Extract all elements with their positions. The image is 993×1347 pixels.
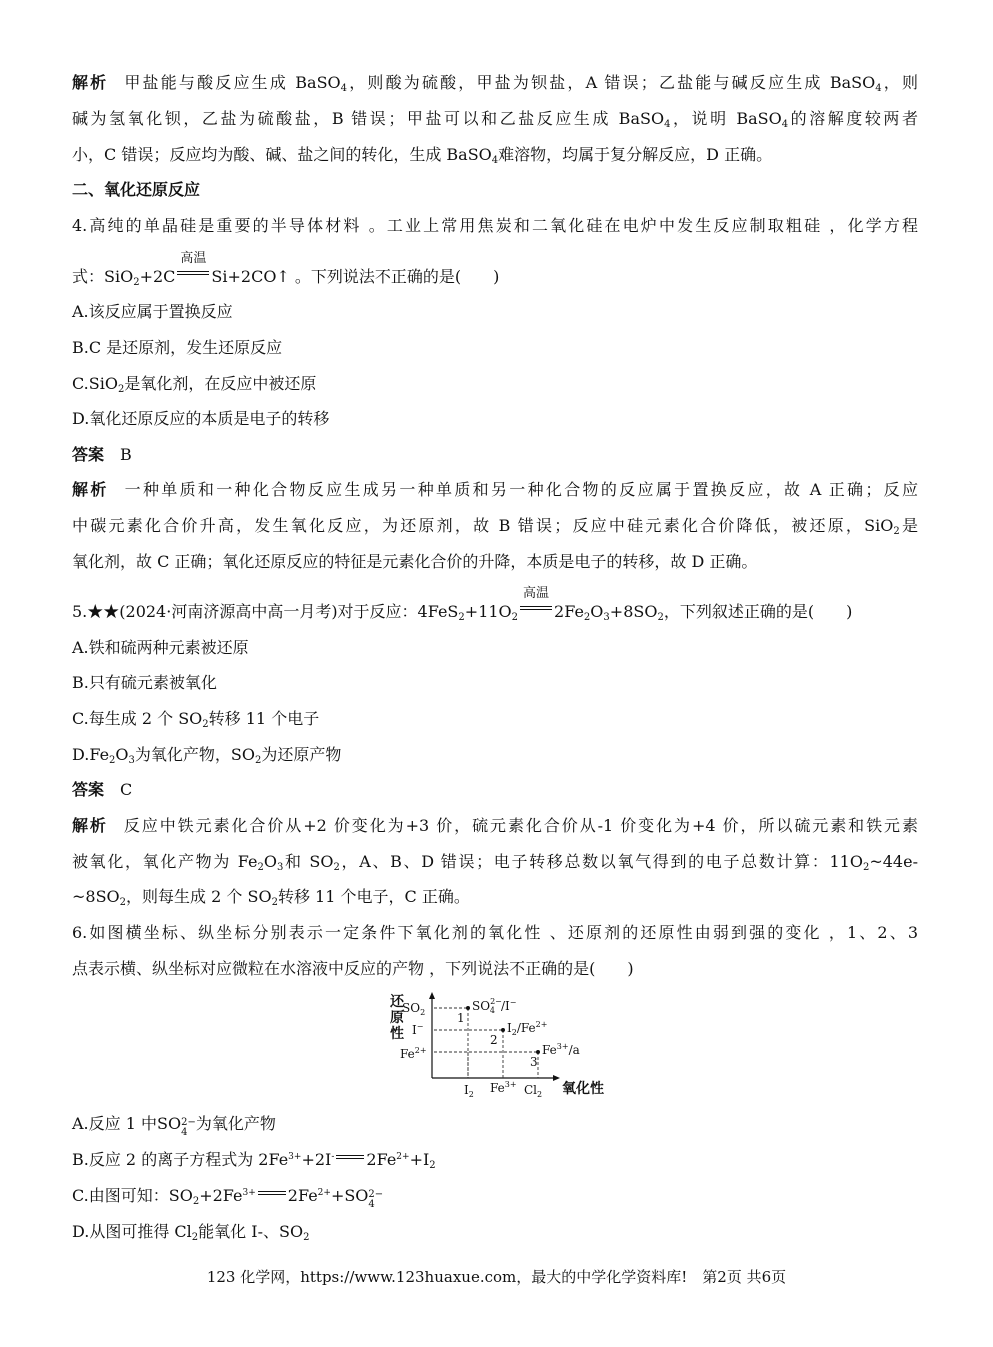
page-footer: 123 化学网，https://www.123huaxue.com，最大的中学化学资料库! 第2页 共6页 [206, 1268, 787, 1286]
q4-stem-line1: 4.高纯的单晶硅是重要的半导体材料 。工业上常用焦炭和二氧化硅在电炉中发生反应制取粗硅 ，化学方程 [72, 216, 918, 235]
q5-stem: 5.★★(2024·河南济源高中高一月考)对于反应：$4FeS_2+11O_2$ 高温 $2Fe_2O_3+8SO_2$，下列叙述正确的是( ) [72, 586, 853, 623]
p3-analysis-line2: 碱为氢氧化钡，乙盐为硫酸盐，B 错误；甲盐可以和乙盐反应生成 BaSO$_4$，说明 BaSO$_4$的溶解度较两者 [72, 109, 918, 130]
q6-option-b: B.反应 2 的离子方程式为 $2Fe^{3+}+2I^-$ $2Fe^{2+}+I_2$ [72, 1150, 436, 1171]
q5-option-d: $D.Fe_2O_3$为氧化产物，$SO_2$为还原产物 [72, 745, 342, 766]
x-tick-cl2: $Cl_2$ [524, 1083, 543, 1099]
point-label-3: $Fe^{3+}/a$ [542, 1042, 580, 1057]
section-title: 二、氧化还原反应 [72, 180, 201, 199]
point-3 [536, 1050, 540, 1054]
q4-analysis-line1: 解析 一种单质和一种化合物反应生成另一种单质和另一种化合物的反应属于置换反应，故 A 正确；反应 [72, 480, 918, 499]
x-tick-fe3plus: $Fe^{3+}$ [490, 1080, 517, 1095]
y-axis-label: 还 原 性 [390, 994, 404, 1042]
q5-option-b: B.只有硫元素被氧化 [72, 673, 217, 692]
q6-option-a: A.反应 1 中SO 2− 4 为氧化产物 [72, 1114, 276, 1138]
x-axis-label: 氧化性 [562, 1081, 604, 1097]
p3-analysis-line3: 小，C 错误；反应均为酸、碱、盐之间的转化，生成 BaSO$_4$难溶物，均属于复分解反应，D 正确。 [72, 145, 773, 166]
y-tick-i-minus: I− [412, 1022, 424, 1037]
q5-option-c: C.每生成 2 个 $SO_2$转移 11 个电子 [72, 709, 320, 730]
p3-analysis-line1: 解析 甲盐能与酸反应生成 BaSO$_4$，则酸为硫酸，甲盐为钡盐，A 错误；乙盐能与碱反应生成 BaSO$_4$，则 [72, 73, 918, 94]
q4-option-d: D.氧化还原反应的本质是电子的转移 [72, 409, 330, 428]
q4-analysis-line2: 中碳元素化合价升高，发生氧化反应，为还原剂，故 B 错误；反应中硅元素化合价降低，被还原，SiO$_2$是 [72, 516, 918, 537]
q5-analysis-line3: $\sim 8SO_2$，则每生成 2 个 $SO_2$转移 11 个电子，C 正确。 [72, 887, 470, 908]
point-2 [501, 1028, 505, 1032]
q4-answer: 答案 B [72, 445, 132, 464]
y-tick-so2: $SO_2$ [402, 1001, 426, 1017]
reaction-condition: 高温 [520, 603, 552, 617]
point-1 [466, 1006, 470, 1010]
q6-stem-line2: 点表示横、纵坐标对应微粒在水溶液中反应的产物 ，下列说法不正确的是( ) [72, 959, 634, 978]
q5-analysis-line2: 被氧化，氧化产物为 $Fe_2O_3$和 $SO_2$，A、B、D 错误；电子转移总数以氧气得到的电子总数计算：$11O_2\sim 44e-$ [72, 852, 918, 873]
point-number-3: 3 [530, 1055, 538, 1069]
analysis-label: 解析 [72, 73, 109, 92]
point-label-1: $SO^{2-}$ 4 /I− [472, 997, 517, 1015]
q6-option-d: D.从图可推得 $Cl_2$能氧化 I-、$SO_2$ [72, 1222, 310, 1243]
q4-stem-line2: 式：SiO$_2$+2C 高温 Si+2CO↑ 。下列说法不正确的是( ) [72, 251, 500, 288]
q6-stem-line1: 6.如图横坐标、纵坐标分别表示一定条件下氧化剂的氧化性 、还原剂的还原性由弱到强的变化 ，1、2、3 [72, 923, 918, 942]
point-label-2: $I_2/Fe^{2+}$ [507, 1020, 548, 1037]
q4-option-c: C.SiO$_2$是氧化剂，在反应中被还原 [72, 374, 317, 395]
x-tick-i2: $I_2$ [464, 1083, 474, 1099]
oxidation-reduction-diagram [378, 992, 628, 1104]
y-tick-fe2plus: $Fe^{2+}$ [400, 1046, 427, 1061]
q6-option-c: C.由图可知：$SO_2+2Fe^{3+}$ $2Fe^{2+}+SO$ 2− 4 [72, 1186, 384, 1210]
q5-analysis-line1: 解析 反应中铁元素化合价从+2 价变化为+3 价，硫元素化合价从-1 价变化为+4 价，所以硫元素和铁元素 [72, 816, 918, 835]
q4-option-b: B.C 是还原剂，发生还原反应 [72, 338, 283, 357]
q5-option-a: A.铁和硫两种元素被还原 [72, 638, 249, 657]
q5-answer: 答案 C [72, 780, 133, 799]
point-number-2: 2 [490, 1033, 498, 1047]
point-number-1: 1 [457, 1011, 465, 1025]
y-label-c1: 还 [390, 994, 404, 1010]
q4-option-a: A.该反应属于置换反应 [72, 302, 233, 321]
q4-analysis-line3: 氧化剂，故 C 正确；氧化还原反应的特征是元素化合价的升降，本质是电子的转移，故 D 正确。 [72, 552, 758, 571]
reaction-condition: 高温 [177, 268, 209, 282]
